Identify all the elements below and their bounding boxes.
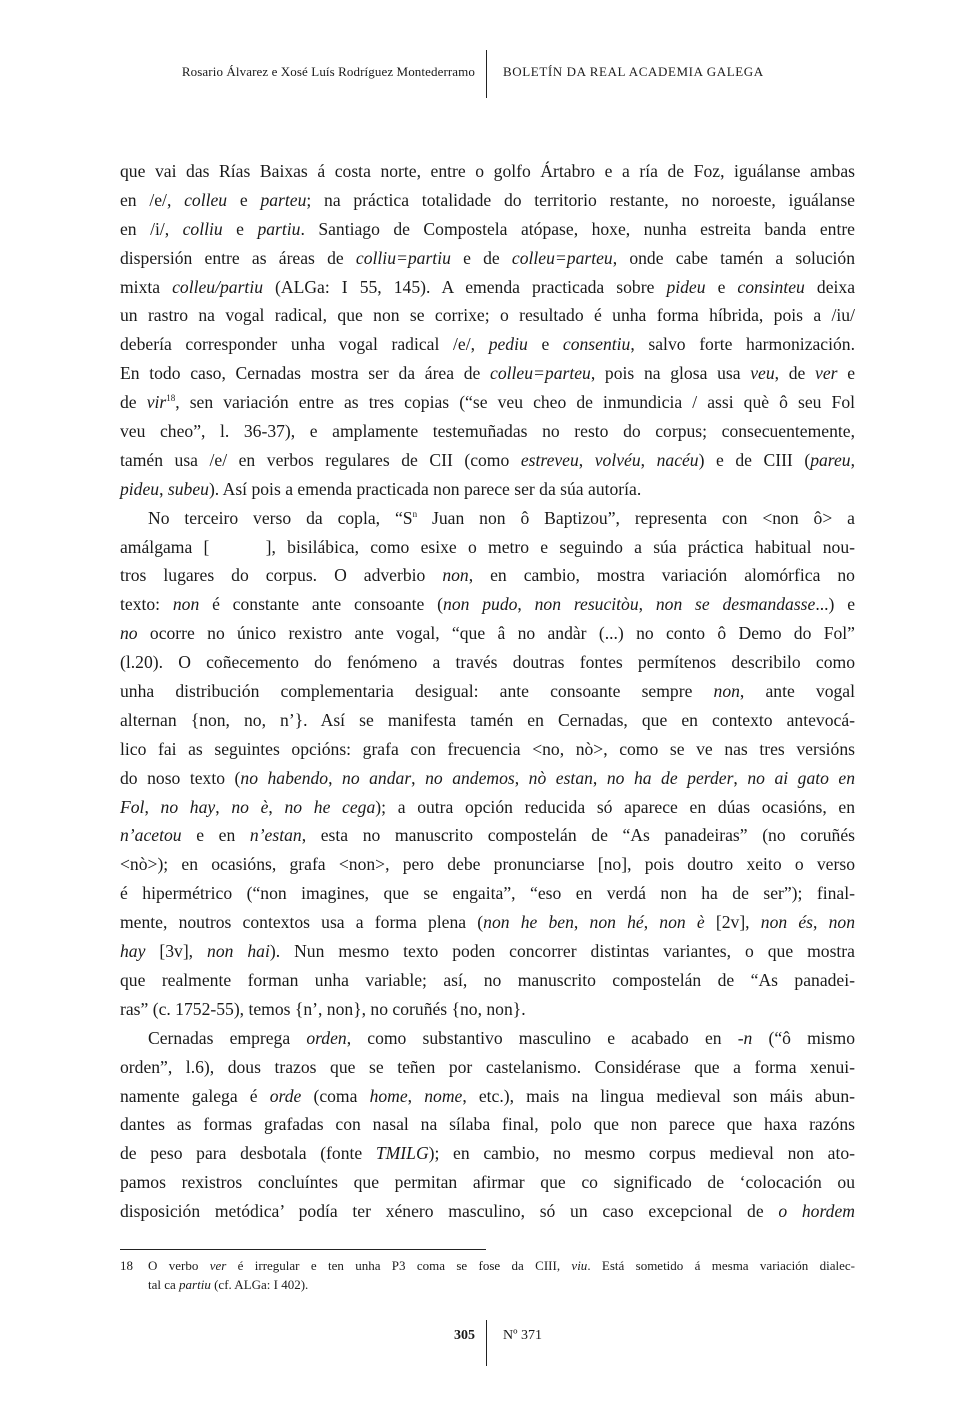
text-line: Cernadas emprega orden, como substantivo masculino e acabado en -n (“ô mismo [148,1027,855,1048]
text-line: un rastro na vogal radical, que non se corrixe; o resultado é unha forma híbrida, pois a /iu/ [120,305,855,326]
text-line: é hipermétrico (“non imagines, que se engaita”, “eso en verdá non ha de ser”); final- [120,883,855,904]
text-line: dantes as formas grafadas con nasal na sílaba final, polo que non parece que haxa razóns [120,1114,855,1135]
text-line: lico fai as seguintes opcións: grafa con frecuencia <no, nò>, como se ve nas tres versións [120,738,855,759]
text-line: ras” (c. 1752-55), temos {n’, non}, no coruñés {no, non}. [120,998,526,1019]
text-line: texto: non é constante ante consoante (non pudo, non resucitòu, non se desmandasse...) e [120,594,856,615]
text-line: dispersión entre as áreas de colliu=partiu e de colleu=parteu, onde cabe tamén a solución [120,247,855,268]
article-body [120,157,855,1226]
text-line: pamos rexistros concluíntes que permitan afirmar que co significado de ‘colocación ou [120,1172,855,1193]
text-line: disposición metódica’ podía ter xénero masculino, só un caso excepcional de o hordem [120,1201,855,1222]
footer-divider [486,1320,487,1366]
text-line: En todo caso, Cernadas mostra ser da área de colleu=parteu, pois na glosa usa veu, de ver e [120,363,855,384]
text-line: unha distribución complementaria desigual: ante consoante sempre non, ante vogal [120,681,855,702]
text-line: debería corresponder unha vogal radical /e/, pediu e consentiu, salvo forte harmonización. [120,334,856,355]
text-line: hay [3v], non hai). Nun mesmo texto poden concorrer distintas variantes, o que mostra [120,941,855,962]
text-line: do noso texto (no habendo, no andar, no andemos, nò estan, no ha de perder, no ai gato en [120,767,856,788]
header-journal-title: BOLETÍN DA REAL ACADEMIA GALEGA [503,64,764,79]
page-number: 305 [454,1328,475,1343]
text-line: n’acetou e en n’estan, esta no manuscrito compostelán de “As panadeiras” (no coruñés [120,825,855,846]
text-line: <nò>); en ocasións, grafa <non>, pero debe pronunciarse [no], pois doutro xeito o verso [120,854,855,875]
text-line: No terceiro verso da copla, “$S^n$ Juan non ô Baptizou”, representa con <non ô> a [148,507,855,528]
footnote-line-2: tal ca partiu (cf. ALGa: I 402). [148,1277,309,1292]
text-line: mixta colleu/partiu (ALGa: I 55, 145). A emenda practicada sobre pideu e consinteu deixa [120,276,855,297]
footnote-text-1: O verbo ver é irregular e ten unha P3 coma se fose da CIII, viu. Está sometido á mesma variación dialec- [148,1258,855,1273]
text-line: pideu, subeu). Así pois a emenda practicada non parece ser da súa autoría. [120,478,642,499]
text-line: tamén usa /e/ en verbos regulares de CII (como estreveu, volvéu, nacéu) e de CIII (pareu, [120,449,856,470]
text-line: (l.20). O coñecemento do fenómeno a través doutras fontes permítenos describilo como [120,652,855,673]
footnote-number: 18 [120,1258,133,1273]
text-line: no ocorre no único rexistro ante vogal, “que â no andàr (...) no conto ô Demo do Fol” [120,623,855,644]
text-line: mente, noutros contextos usa a forma plena (non he ben, non hé, non è [2v], non és, non [120,912,855,933]
text-line: Fol, no hay, no è, no he cega); a outra opción reducida só aparece en dúas ocasións, en [120,796,856,817]
text-line: orden”, l.6), dous trazos que se teñen por castelanismo. Considérase que a forma xenui- [120,1056,855,1077]
footnote-line-1 [120,1256,855,1275]
issue-number: Nº 371 [503,1328,542,1343]
text-line: que vai das Rías Baixas á costa norte, entre o golfo Ártabro e a ría de Foz, iguálanse ambas [120,161,855,181]
text-line: de peso para desbotala (fonte TMILG); en cambio, no mesmo corpus medieval non ato- [120,1143,855,1164]
text-line: alternan {non, no, n’}. Así se manifesta tamén en Cernadas, que en contexto antevocá- [120,709,855,730]
text-line: tros lugares do corpus. O adverbio non, en cambio, mostra variación alomórfica no [120,565,855,586]
running-header [0,60,975,100]
footnote-18 [120,1256,855,1294]
text-line: que realmente forman unha variable; así, no manuscrito compostelán de “As panadei- [120,969,855,990]
text-line: en /i/, colliu e partiu. Santiago de Compostela atópase, hoxe, nunha estreita banda entre [120,218,855,239]
text-line: en /e/, colleu e parteu; na práctica totalidade do territorio restante, no noroeste, iguálanse [120,189,855,210]
page-footer [0,1320,975,1370]
text-line: amálgama [ ], bisilábica, como esixe o metro e seguindo a súa práctica habitual nou- [120,536,855,557]
text-line: veu cheo”, l. 36-37), e amplamente testemuñadas no resto do corpus; consecuentemente, [120,421,855,442]
text-line: namente galega é orde (coma home, nome, etc.), mais na lingua medieval son máis abun- [120,1085,855,1106]
footnote-rule [120,1249,486,1250]
text-line: de vir$^{18}$, sen variación entre as tres copias (“se veu cheo de inmundicia / assi què ô seu Fol [120,392,855,413]
header-divider [486,50,487,98]
header-authors: Rosario Álvarez e Xosé Luís Rodríguez Montederramo [181,64,475,79]
